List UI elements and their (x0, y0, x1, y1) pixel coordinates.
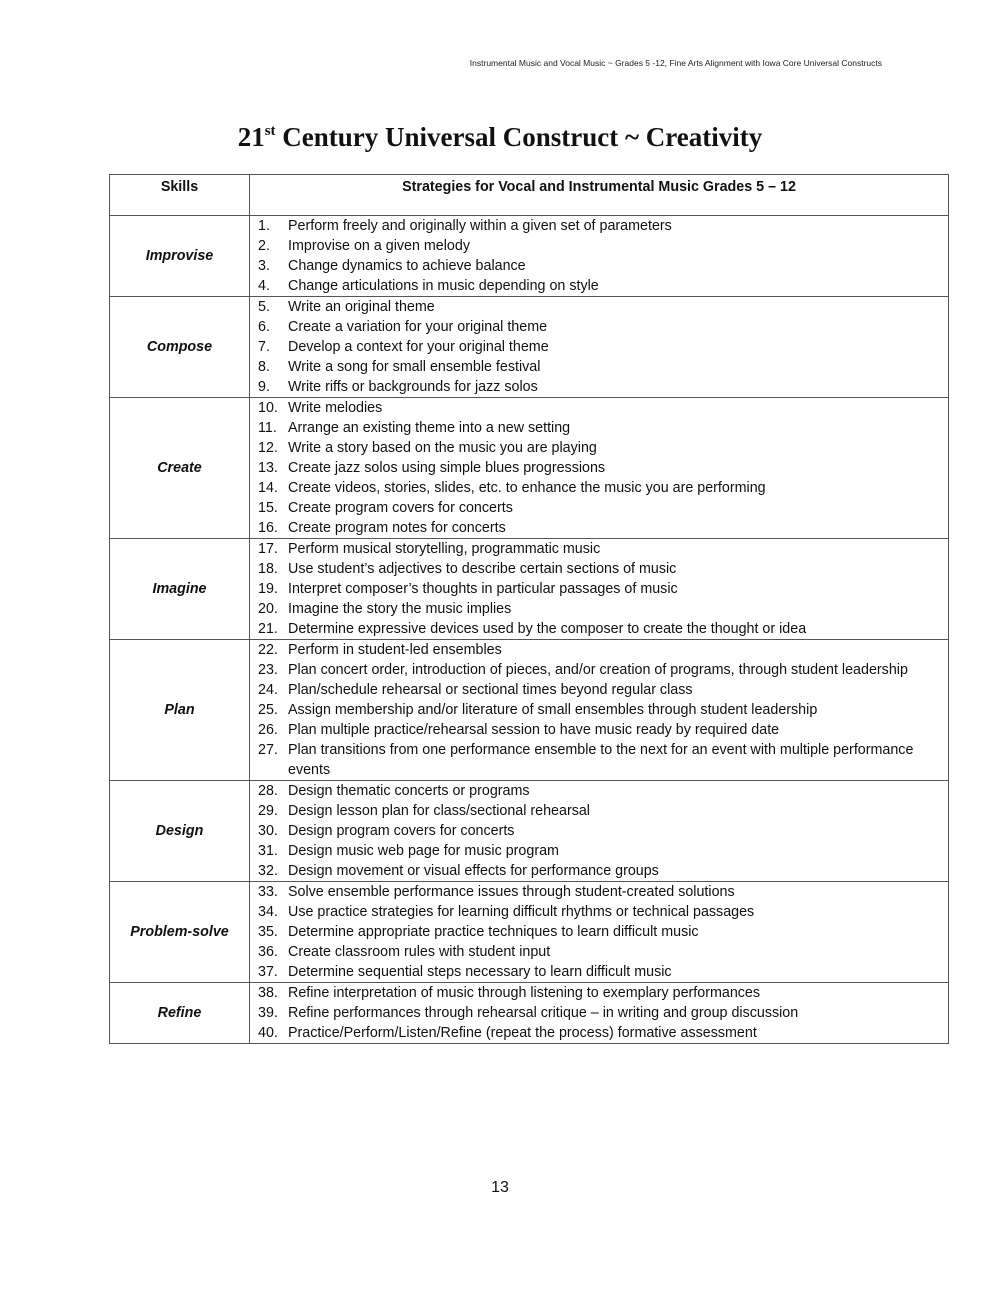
strategy-item (258, 276, 942, 296)
page-number: 13 (491, 1179, 509, 1196)
strategy-item (258, 680, 942, 700)
table-row (110, 398, 949, 539)
strategy-text: Write a story based on the music you are playing (288, 440, 597, 456)
skill-label: Refine (157, 1005, 202, 1021)
skill-cell (110, 983, 250, 1044)
table-header-row (110, 175, 949, 216)
strategy-list (250, 781, 948, 881)
strategy-number: 34. (258, 904, 278, 920)
strategy-list (250, 983, 948, 1043)
strategy-number: 40. (258, 1025, 278, 1041)
skill-cell (110, 216, 250, 297)
strategy-number: 31. (258, 843, 278, 859)
strategy-number: 7. (258, 339, 270, 355)
skill-cell (110, 539, 250, 640)
strategy-item (258, 539, 942, 559)
skill-cell (110, 398, 250, 539)
strategy-text: Perform freely and originally within a given set of parameters (288, 218, 672, 234)
strategy-text: Create classroom rules with student input (288, 944, 551, 960)
strategy-item (258, 1003, 942, 1023)
strategy-item (258, 922, 942, 942)
strategy-number: 12. (258, 440, 278, 456)
strategy-number: 32. (258, 863, 278, 879)
strategy-item (258, 438, 942, 458)
skill-label: Design (155, 823, 204, 839)
strategy-item (258, 619, 942, 639)
table-body (110, 216, 949, 1044)
strategy-number: 33. (258, 884, 278, 900)
strategy-number: 29. (258, 803, 278, 819)
skill-cell (110, 781, 250, 882)
strategy-number: 2. (258, 238, 270, 254)
strategy-text: Practice/Perform/Listen/Refine (repeat the process) formative assessment (288, 1025, 757, 1041)
strategy-item (258, 841, 942, 861)
strategy-item (258, 579, 942, 599)
strategy-item (258, 902, 942, 922)
strategy-item (258, 781, 942, 801)
strategy-number: 3. (258, 258, 270, 274)
strategy-item (258, 377, 942, 397)
strategy-number: 8. (258, 359, 270, 375)
skill-cell (110, 640, 250, 781)
strategy-number: 1. (258, 218, 270, 234)
strategy-number: 36. (258, 944, 278, 960)
strategy-item (258, 216, 942, 236)
strategy-item (258, 559, 942, 579)
strategy-item (258, 418, 942, 438)
strategy-text: Write an original theme (288, 299, 435, 315)
strategy-number: 13. (258, 460, 278, 476)
strategy-text: Write riffs or backgrounds for jazz solos (288, 379, 538, 395)
strategy-number: 4. (258, 278, 270, 294)
strategy-text: Change articulations in music depending on style (288, 278, 599, 294)
strategy-text: Plan/schedule rehearsal or sectional times beyond regular class (288, 682, 693, 698)
strategy-text: Write melodies (288, 400, 383, 416)
strategy-text: Plan concert order, introduction of pieces, and/or creation of programs, through student leadership (288, 662, 908, 678)
page-title (0, 122, 1000, 153)
strategy-number: 27. (258, 742, 278, 758)
title-superscript: st (264, 123, 276, 139)
strategies-cell (250, 216, 949, 297)
table-row (110, 297, 949, 398)
strategy-item (258, 801, 942, 821)
strategy-text: Create program notes for concerts (288, 520, 506, 536)
strategy-text: Refine interpretation of music through listening to exemplary performances (288, 985, 761, 1001)
strategy-item (258, 942, 942, 962)
strategy-list (250, 398, 948, 538)
strategy-list (250, 539, 948, 639)
strategy-text: Create a variation for your original theme (288, 319, 548, 335)
strategies-cell (250, 781, 949, 882)
strategy-item (258, 660, 942, 680)
strategy-number: 16. (258, 520, 278, 536)
strategy-text: Solve ensemble performance issues through student-created solutions (288, 884, 735, 900)
strategy-text: Interpret composer’s thoughts in particular passages of music (288, 581, 678, 597)
strategy-item (258, 357, 942, 377)
strategy-number: 15. (258, 500, 278, 516)
strategy-list (250, 297, 948, 397)
strategy-item (258, 983, 942, 1003)
strategy-text: Use practice strategies for learning difficult rhythms or technical passages (288, 904, 755, 920)
strategy-text: Change dynamics to achieve balance (288, 258, 526, 274)
strategy-number: 10. (258, 400, 278, 416)
strategy-text: Design program covers for concerts (288, 823, 515, 839)
strategy-text: Design lesson plan for class/sectional rehearsal (288, 803, 590, 819)
strategy-item (258, 518, 942, 538)
header-strategies: Strategies for Vocal and Instrumental Music Grades 5 – 12 (250, 175, 949, 216)
strategy-list (250, 216, 948, 296)
strategy-number: 26. (258, 722, 278, 738)
skill-cell (110, 297, 250, 398)
strategy-list (250, 882, 948, 982)
strategy-number: 18. (258, 561, 278, 577)
strategy-number: 21. (258, 621, 278, 637)
strategy-text: Design music web page for music program (288, 843, 559, 859)
strategy-number: 6. (258, 319, 270, 335)
strategy-item (258, 640, 942, 660)
strategy-item (258, 720, 942, 740)
skill-label: Problem-solve (130, 924, 229, 940)
title-number: 21 (237, 122, 265, 152)
skill-cell (110, 882, 250, 983)
strategy-text: Assign membership and/or literature of small ensembles through student leadership (288, 702, 818, 718)
strategy-item (258, 740, 942, 780)
table-row (110, 539, 949, 640)
strategies-cell (250, 539, 949, 640)
strategy-item (258, 478, 942, 498)
header-skills: Skills (110, 175, 250, 216)
strategy-item (258, 236, 942, 256)
strategy-number: 39. (258, 1005, 278, 1021)
skills-strategies-table (109, 174, 949, 1044)
table-row (110, 983, 949, 1044)
table-row (110, 781, 949, 882)
strategy-number: 37. (258, 964, 278, 980)
strategy-text: Perform musical storytelling, programmatic music (288, 541, 601, 557)
strategy-number: 25. (258, 702, 278, 718)
strategy-item (258, 297, 942, 317)
strategies-cell (250, 983, 949, 1044)
strategy-text: Arrange an existing theme into a new setting (288, 420, 571, 436)
strategy-number: 11. (258, 420, 277, 436)
strategy-text: Write a song for small ensemble festival (288, 359, 541, 375)
strategy-text: Create jazz solos using simple blues progressions (288, 460, 606, 476)
strategy-number: 9. (258, 379, 270, 395)
strategy-text: Determine sequential steps necessary to learn difficult music (288, 964, 672, 980)
strategy-number: 17. (258, 541, 278, 557)
skill-label: Plan (164, 702, 195, 718)
strategy-text: Design movement or visual effects for performance groups (288, 863, 659, 879)
strategy-item (258, 861, 942, 881)
strategy-item (258, 700, 942, 720)
strategy-text: Determine appropriate practice techniques to learn difficult music (288, 924, 699, 940)
table-row (110, 882, 949, 983)
strategy-item (258, 1023, 942, 1043)
strategies-cell (250, 297, 949, 398)
strategy-item (258, 458, 942, 478)
strategy-number: 5. (258, 299, 270, 315)
strategy-number: 23. (258, 662, 278, 678)
strategy-item (258, 256, 942, 276)
skill-label: Compose (146, 339, 213, 355)
strategy-list (250, 640, 948, 780)
strategy-text: Perform in student-led ensembles (288, 642, 502, 658)
strategy-number: 19. (258, 581, 278, 597)
strategy-text: Design thematic concerts or programs (288, 783, 530, 799)
strategy-text: Use student’s adjectives to describe certain sections of music (288, 561, 677, 577)
table-row (110, 640, 949, 781)
strategy-text: Determine expressive devices used by the composer to create the thought or idea (288, 621, 807, 637)
strategy-number: 24. (258, 682, 278, 698)
strategy-text: Create program covers for concerts (288, 500, 513, 516)
strategy-number: 22. (258, 642, 278, 658)
strategy-item (258, 398, 942, 418)
skill-label: Imagine (152, 581, 207, 597)
strategies-cell (250, 882, 949, 983)
strategy-text: Refine performances through rehearsal critique – in writing and group discussion (288, 1005, 799, 1021)
title-rest: Century Universal Construct ~ Creativity (275, 122, 763, 152)
strategy-number: 35. (258, 924, 278, 940)
strategy-item (258, 821, 942, 841)
strategy-text: Develop a context for your original theme (288, 339, 549, 355)
strategy-item (258, 962, 942, 982)
strategies-cell (250, 398, 949, 539)
strategy-item (258, 498, 942, 518)
strategy-item (258, 337, 942, 357)
strategy-number: 14. (258, 480, 278, 496)
strategy-number: 38. (258, 985, 278, 1001)
strategy-item (258, 599, 942, 619)
strategy-text: Create videos, stories, slides, etc. to enhance the music you are performing (288, 480, 766, 496)
skill-label: Create (157, 460, 202, 476)
strategy-item (258, 317, 942, 337)
strategies-cell (250, 640, 949, 781)
strategy-text: Plan multiple practice/rehearsal session to have music ready by required date (288, 722, 780, 738)
strategy-number: 28. (258, 783, 278, 799)
strategy-text: Plan transitions from one performance ensemble to the next for an event with multiple performance events (288, 742, 914, 778)
strategy-number: 20. (258, 601, 278, 617)
strategy-text: Imagine the story the music implies (288, 601, 512, 617)
strategy-number: 30. (258, 823, 278, 839)
strategy-item (258, 882, 942, 902)
table-row (110, 216, 949, 297)
skill-label: Improvise (145, 248, 214, 264)
strategy-text: Improvise on a given melody (288, 238, 470, 254)
running-header: Instrumental Music and Vocal Music ~ Grades 5 -12, Fine Arts Alignment with Iowa Core Universal Constructs (469, 58, 882, 68)
